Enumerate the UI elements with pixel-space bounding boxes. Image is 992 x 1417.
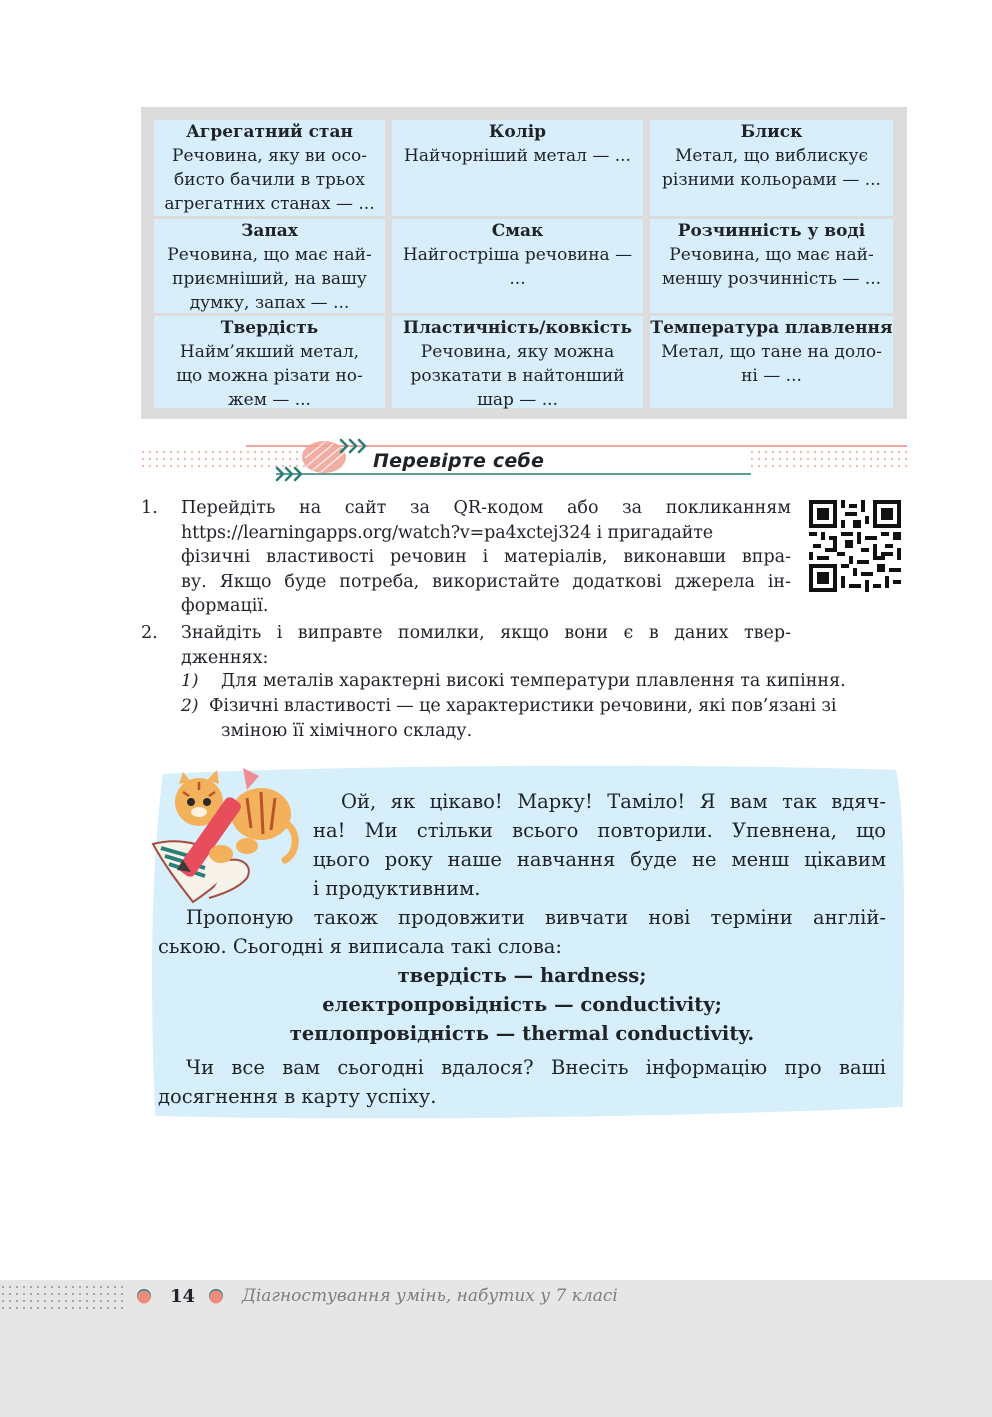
cell-heading: Запах	[241, 221, 298, 241]
cell-line: Метал, що виблискує	[675, 146, 868, 166]
cell-line: Речовина, що має най-	[669, 245, 874, 265]
table-cell	[650, 120, 893, 216]
bubble-line: і продуктивним.	[313, 877, 481, 900]
task-line: фізичні властивості речовин і матеріалів, виконавши впра-	[181, 547, 791, 567]
task-1	[181, 496, 791, 619]
cell-line: що можна різати но-	[176, 366, 363, 386]
subtask-line: Фізичні властивості — це характеристики речовини, які пов’язані зі	[209, 696, 837, 716]
section-header	[141, 436, 907, 486]
task-number: 2.	[141, 623, 158, 643]
cell-line: шар — ...	[477, 390, 558, 410]
cell-heading: Агрегатний стан	[186, 122, 353, 142]
term-line: твердість — hardness;	[397, 964, 647, 987]
bubble-line: Чи все вам сьогодні вдалося? Внесіть інформацію про ваші	[186, 1056, 886, 1079]
cell-line: різними кольорами — ...	[662, 170, 881, 190]
cell-line: Найгостріша речовина —	[402, 245, 633, 265]
cell-heading: Твердість	[220, 318, 319, 338]
properties-table	[141, 107, 907, 419]
task-2	[181, 621, 791, 670]
cell-heading: Пластичність/ковкість	[402, 318, 633, 338]
table-cell	[154, 219, 385, 313]
task-line: Знайдіть і виправте помилки, якщо вони є в даних твер-	[181, 623, 791, 643]
cell-heading: Колір	[488, 122, 547, 142]
cell-line: агрегатних станах — ...	[164, 194, 375, 214]
cell-heading: Смак	[491, 221, 544, 241]
bubble-line: ською. Сьогодні я виписала такі слова:	[158, 935, 562, 958]
table-cell	[392, 120, 643, 216]
task-line: ву. Якщо буде потреба, використайте додаткові джерела ін-	[181, 571, 791, 592]
bubble-line: досягнення в карту успіху.	[158, 1085, 437, 1108]
cell-line: бисто бачили в трьох	[174, 170, 365, 190]
table-cell	[154, 120, 385, 216]
cell-line: жем — ...	[228, 390, 311, 410]
bubble-paragraph-2	[158, 903, 886, 961]
cell-line: ні — ...	[741, 366, 802, 386]
footer-dots	[0, 1284, 125, 1310]
subtask-number: 1)	[181, 671, 199, 691]
task-number: 1.	[141, 498, 158, 518]
task-link: https://learningapps.org/watch?v=pa4xctej324 і пригадайте	[181, 522, 714, 543]
speech-bubble	[141, 760, 907, 1122]
term-line: теплопровідність — thermal conductivity.	[289, 1022, 755, 1045]
table-cell	[392, 219, 643, 313]
bubble-line: цього року наше навчання буде не менш цікавим	[313, 848, 886, 871]
cell-heading: Блиск	[740, 122, 803, 142]
cell-line: приємніший, на вашу	[172, 269, 367, 289]
bullet-dot-icon	[136, 1288, 152, 1304]
cell-line: Речовина, яку ви осо-	[172, 146, 367, 166]
cell-line: Найчорніший метал — ...	[404, 146, 631, 166]
cell-line: меншу розчинність — ...	[661, 269, 882, 289]
cell-line: ...	[509, 269, 526, 289]
bubble-paragraph-3	[158, 1053, 886, 1111]
cell-line: Речовина, яку можна	[420, 342, 615, 362]
table-cell	[392, 316, 643, 408]
subtask-2	[209, 694, 909, 743]
section-title: Перевірте себе	[373, 450, 545, 472]
footer-caption: Діагностування умінь, набутих у 7 класі	[242, 1286, 618, 1306]
table-cell	[650, 219, 893, 313]
cell-line: Метал, що тане на доло-	[661, 342, 882, 362]
table-cell	[650, 316, 893, 408]
tiger-mascot-icon	[143, 762, 303, 912]
subtask-1: Для металів характерні високі температури плавлення та кипіння.	[221, 671, 846, 691]
task-line: формації.	[181, 596, 269, 616]
subtask-number: 2)	[181, 696, 199, 716]
cell-line: розкатати в найтонший	[410, 366, 625, 386]
bullet-dot-icon	[208, 1288, 224, 1304]
qr-code-icon	[809, 500, 901, 592]
term-line: електропровідність — conductivity;	[322, 993, 722, 1016]
task-line: дженнях:	[181, 647, 269, 668]
bubble-line: на! Ми стільки всього повторили. Упевнена, що	[313, 819, 886, 842]
bubble-paragraph-1	[313, 787, 886, 903]
cell-line: думку, запах — ...	[189, 293, 350, 313]
page-number: 14	[170, 1286, 196, 1307]
cell-line: Речовина, що має най-	[167, 245, 372, 265]
subtask-line: зміною її хімічного складу.	[221, 720, 473, 741]
task-line: Перейдіть на сайт за QR-кодом або за покликанням	[181, 498, 791, 518]
cell-heading: Розчинність у воді	[677, 221, 866, 241]
english-terms	[158, 961, 886, 1048]
bubble-line: Ой, як цікаво! Марку! Таміло! Я вам так вдяч-	[341, 790, 886, 813]
bubble-line: Пропоную також продовжити вивчати нові терміни англій-	[186, 906, 886, 929]
table-cell	[154, 316, 385, 408]
cell-line: Найм’якший метал,	[179, 342, 360, 362]
cell-heading: Температура плавлення	[650, 318, 893, 338]
